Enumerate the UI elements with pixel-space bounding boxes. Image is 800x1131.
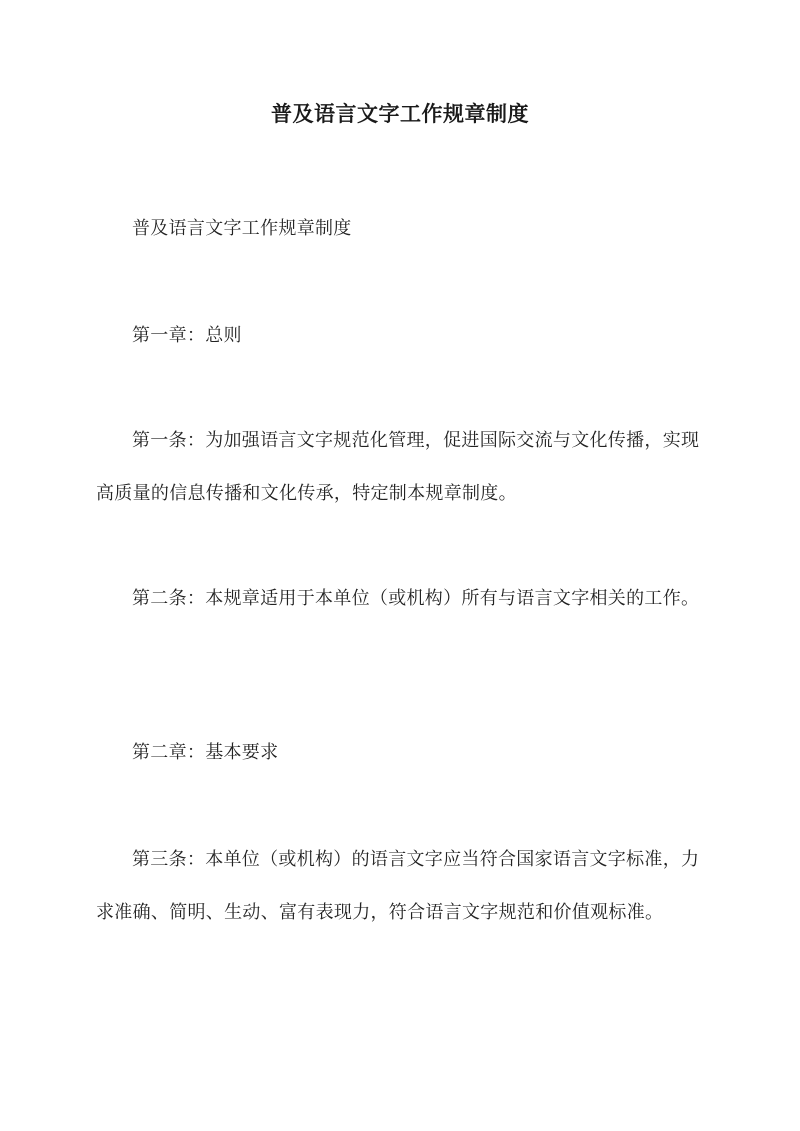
chapter-heading-2: 第二章：基本要求 <box>132 742 279 763</box>
document-subtitle: 普及语言文字工作规章制度 <box>132 218 352 239</box>
document-title: 普及语言文字工作规章制度 <box>271 101 529 126</box>
chapter-heading-1: 第一章：总则 <box>132 325 242 346</box>
article-1: 第一条：为加强语言文字规范化管理，促进国际交流与文化传播，实现高质量的信息传播和文化传承，特定制本规章制度。 <box>96 430 700 504</box>
article-3: 第三条：本单位（或机构）的语言文字应当符合国家语言文字标准，力求准确、简明、生动、富有表现力，符合语言文字规范和价值观标准。 <box>96 849 700 923</box>
article-2: 第二条：本规章适用于本单位（或机构）所有与语言文字相关的工作。 <box>132 588 700 609</box>
